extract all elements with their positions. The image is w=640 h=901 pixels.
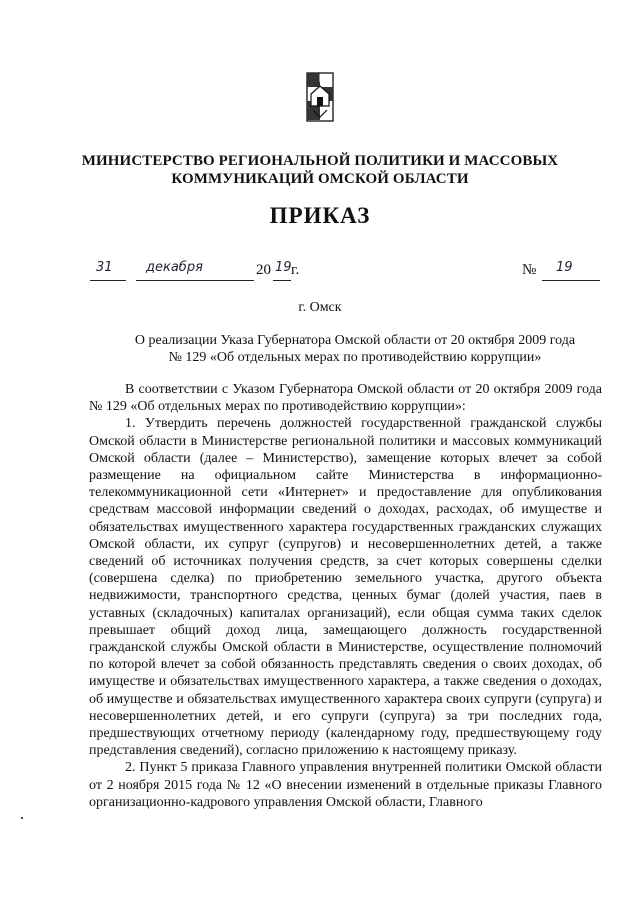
city: г. Омск [298, 300, 342, 315]
ministry-name-line-2: КОММУНИКАЦИЙ ОМСКОЙ ОБЛАСТИ [171, 171, 469, 187]
date-year-unit: г. [291, 262, 300, 278]
item-1-paragraph: 1. Утвердить перечень должностей государственной гражданской службы Омской области в Министерстве региональной политики и массовых коммуникаций Омской области (далее – Министерство), замещение которых влечет за собой размещение на официальном сайте Министерства в информационно-телекоммуникационной сети «Интернет» и предоставление для опубликования средствам массовой информации сведений о доходах, расходах, об имуществе и обязательствах имущественного характера государственных гражданских служащих Омской области, их супруг (супругов) и несовершеннолетних детей, а также сведений об источниках получения средств, за счет которых совершены сделки (совершена сделка) по приобретению земельного участка, другого объекта недвижимости, транспортного средства, ценных бумаг (долей участия, паев в уставных (складочных) капиталах организаций), если общая сумма таких сделок превышает общий доход лица, замещающего должность государственной гражданской службы Омской области в Министерстве, осуществление полномочий по которой влечет за собой обязанность представлять сведения о своих доходах, об имуществе и обязательствах имущественного характера, а также сведения о доходах, об имуществе и обязательствах имущественного характера своих супруги (супруга) и несовершеннолетних детей, и его супруги (супруга) за три последних года, предшествующих отчетному периоду (календарному году, предшествующему году представления сведений), согласно приложению к настоящему приказу. [89, 416, 602, 759]
date-day: 31 [96, 260, 113, 275]
ministry-name [60, 152, 580, 188]
date-month: декабря [146, 260, 203, 275]
order-subject-line-1: О реализации Указа Губернатора Омской области от 20 октября 2009 года [134, 333, 576, 348]
date-and-number-line [90, 262, 610, 286]
item-2-paragraph: 2. Пункт 5 приказа Главного управления внутренней политики Омской области от 2 ноября 2015 года № 12 «О внесении изменений в отдельные приказы Главного организационно-кадрового управления Омской области, Главного [89, 760, 602, 810]
order-subject-line-2: № 129 «Об отдельных мерах по противодействию коррупции» [168, 350, 542, 365]
order-body [89, 381, 602, 811]
document-title: ПРИКАЗ [269, 203, 371, 228]
omsk-region-emblem-icon [306, 72, 334, 122]
ministry-name-line-1: МИНИСТЕРСТВО РЕГИОНАЛЬНОЙ ПОЛИТИКИ И МАССОВЫХ [81, 153, 559, 169]
margin-mark [21, 817, 23, 819]
number-sign: № [522, 262, 537, 278]
order-number: 19 [556, 260, 573, 275]
date-year-prefix: 20 [256, 262, 271, 278]
order-subject [105, 332, 605, 366]
date-year-suffix: 19 [275, 260, 292, 275]
preamble-paragraph: В соответствии с Указом Губернатора Омской области от 20 октября 2009 года № 129 «Об отдельных мерах по противодействию коррупции»: [89, 382, 602, 415]
